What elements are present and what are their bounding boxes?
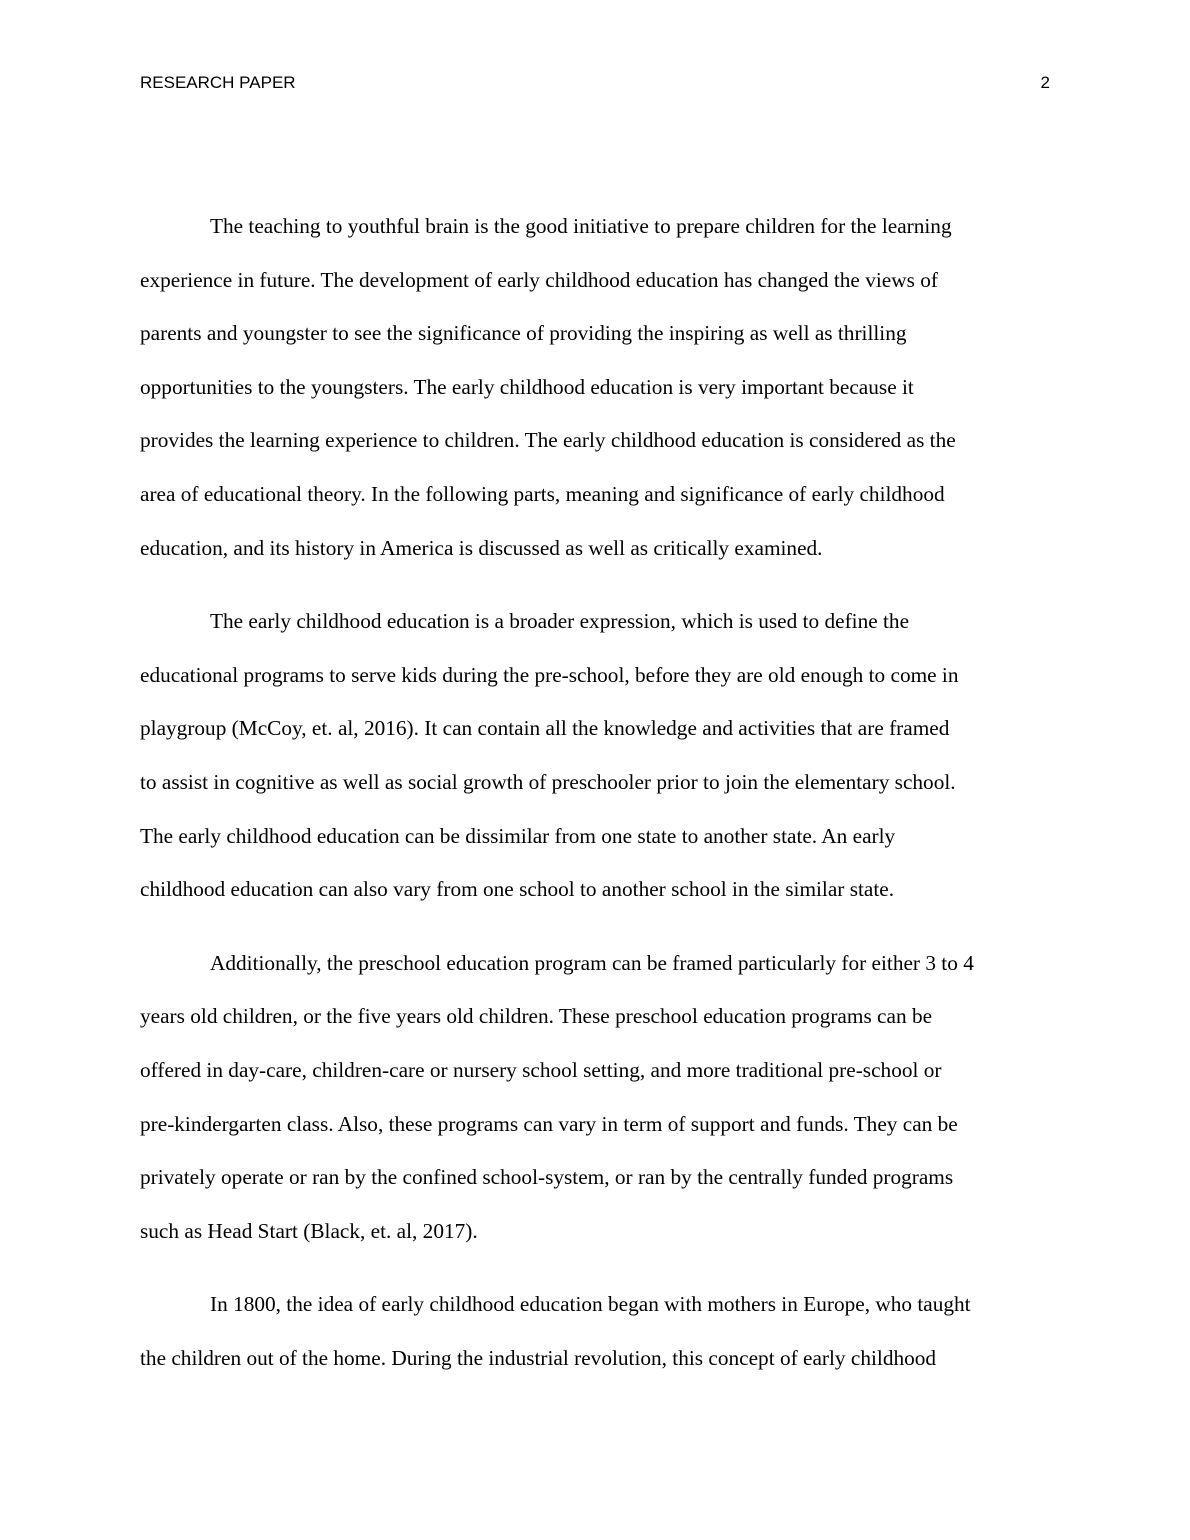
paragraph-line: privately operate or ran by the confined school-system, or ran by the centrally funded programs bbox=[140, 1165, 954, 1190]
paragraph-line: education, and its history in America is discussed as well as critically examined. bbox=[140, 535, 823, 560]
running-head: RESEARCH PAPER bbox=[140, 73, 296, 92]
paragraph-line: pre-kindergarten class. Also, these programs can vary in term of support and funds. They can be bbox=[140, 1111, 958, 1136]
paragraph-definition bbox=[140, 595, 1050, 917]
paragraph-preschool-programs bbox=[140, 937, 1050, 1259]
paragraph-line: provides the learning experience to children. The early childhood education is considered as the bbox=[140, 428, 956, 453]
paragraph-line: years old children, or the five years old children. These preschool education programs can be bbox=[140, 1004, 933, 1029]
paragraph-line: offered in day-care, children-care or nursery school setting, and more traditional pre-school or bbox=[140, 1057, 942, 1082]
paragraph-line: the children out of the home. During the industrial revolution, this concept of early childhood bbox=[140, 1345, 937, 1370]
page-number: 2 bbox=[1040, 73, 1050, 92]
paragraph-line: experience in future. The development of early childhood education has changed the views of bbox=[140, 267, 938, 292]
paragraph-line: opportunities to the youngsters. The early childhood education is very important because it bbox=[140, 374, 914, 399]
paragraph-line: In 1800, the idea of early childhood education began with mothers in Europe, who taught bbox=[210, 1292, 971, 1317]
paragraph-history bbox=[140, 1278, 1050, 1385]
paragraph-line: childhood education can also vary from one school to another school in the similar state. bbox=[140, 877, 895, 902]
paragraph-line: parents and youngster to see the significance of providing the inspiring as well as thrilling bbox=[140, 321, 907, 346]
paragraph-line: area of educational theory. In the following parts, meaning and significance of early childhood bbox=[140, 481, 945, 506]
paragraph-line: playgroup (McCoy, et. al, 2016). It can contain all the knowledge and activities that are framed bbox=[140, 716, 950, 741]
body-text bbox=[140, 200, 1050, 1405]
paragraph-line: Additionally, the preschool education program can be framed particularly for either 3 to 4 bbox=[210, 950, 974, 975]
paragraph-line: educational programs to serve kids during the pre-school, before they are old enough to come in bbox=[140, 662, 959, 687]
paragraph-introduction bbox=[140, 200, 1050, 575]
paragraph-line: to assist in cognitive as well as social growth of preschooler prior to join the elementary school. bbox=[140, 769, 956, 794]
paragraph-line: The early childhood education is a broader expression, which is used to define the bbox=[210, 609, 910, 634]
paragraph-line: The teaching to youthful brain is the good initiative to prepare children for the learning bbox=[210, 214, 952, 238]
paragraph-line: The early childhood education can be dissimilar from one state to another state. An early bbox=[140, 823, 896, 848]
paragraph-line: such as Head Start (Black, et. al, 2017). bbox=[140, 1218, 478, 1243]
